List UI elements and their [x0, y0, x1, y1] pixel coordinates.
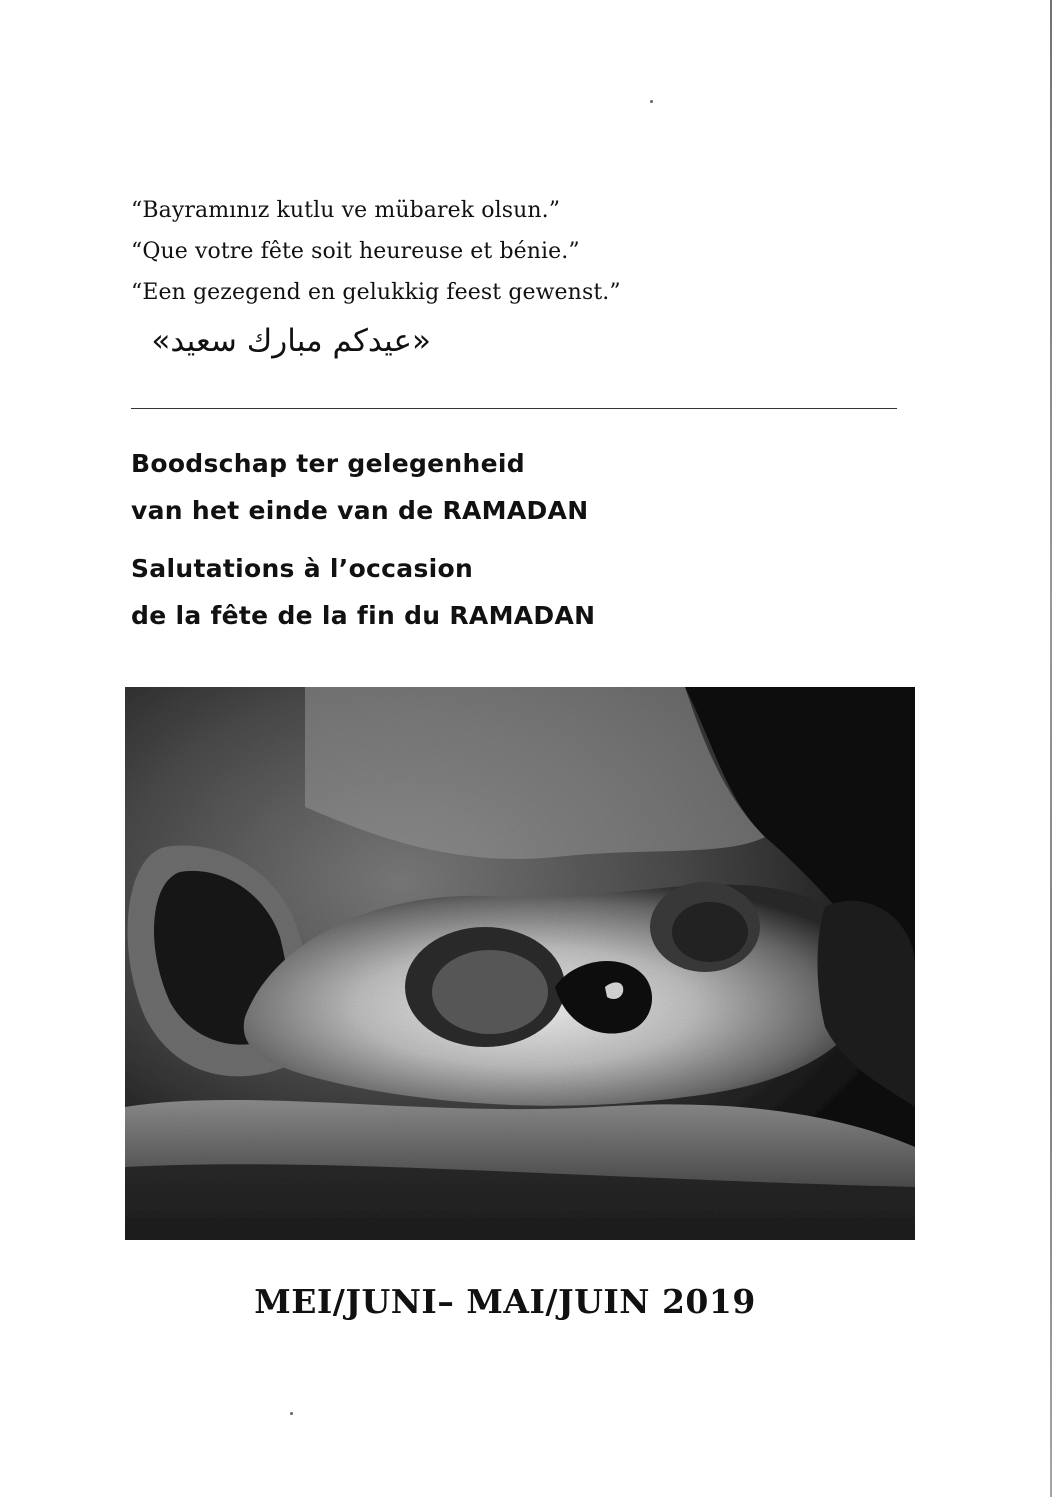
scan-edge	[1050, 0, 1052, 1497]
titles-block	[131, 440, 831, 639]
lamp-illustration	[125, 687, 915, 1240]
title-fr-line1: Salutations à l’occasion	[131, 554, 474, 583]
greetings-block	[131, 190, 731, 367]
greeting-dutch: “Een gezegend en gelukkig feest gewenst.”	[131, 280, 621, 305]
greeting-turkish: “Bayramınız kutlu ve mübarek olsun.”	[131, 198, 561, 223]
date-heading: MEI/JUNI– MAI/JUIN 2019	[254, 1282, 756, 1321]
divider-line	[131, 408, 897, 409]
greeting-french: “Que votre fête soit heureuse et bénie.”	[131, 239, 580, 264]
greeting-arabic: «عيدكم مبارك سعيد»	[151, 323, 431, 359]
oil-lamp-photo	[125, 687, 915, 1240]
scan-speck	[290, 1412, 293, 1415]
title-gap	[131, 534, 831, 545]
title-nl-line1: Boodschap ter gelegenheid	[131, 449, 525, 478]
scan-speck	[650, 100, 653, 103]
title-nl-line2: van het einde van de RAMADAN	[131, 496, 589, 525]
title-fr-line2: de la fête de la fin du RAMADAN	[131, 601, 596, 630]
